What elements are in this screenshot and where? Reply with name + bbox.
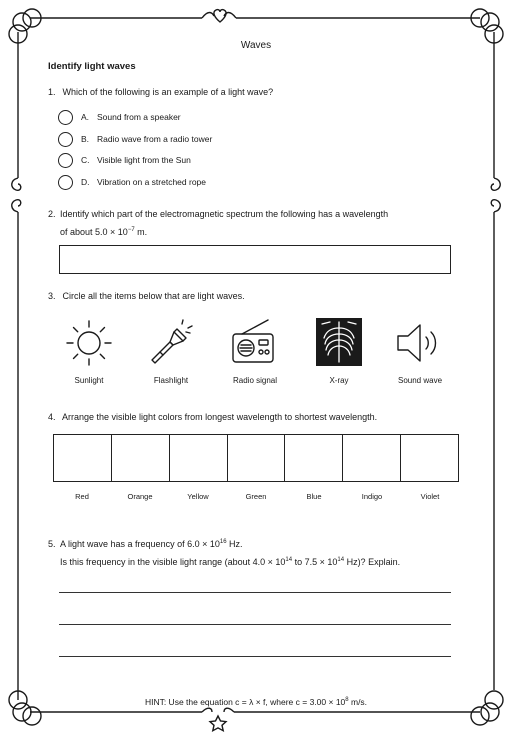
color-label: Blue — [306, 492, 322, 501]
question-5: 5. A light wave has a frequency of $6.0 \times 10^{16}$ Hz. Is this frequency in the visible light range (about $4.0 \times 10^{14}$ to $7.5 \times 10^{14}$ Hz)? Explain. — [48, 539, 401, 567]
color-label: Green — [245, 492, 267, 501]
option-b[interactable]: B. Radio wave from a radio tower — [58, 130, 212, 148]
order-box[interactable] — [54, 435, 112, 481]
color-label: Violet — [420, 492, 440, 501]
option-a[interactable]: A. Sound from a speaker — [58, 108, 181, 126]
xray-icon[interactable] — [314, 316, 364, 368]
question-text: Arrange the visible light colors from longest wavelength to shortest wavelength. — [62, 412, 378, 422]
item-label-flashlight: Flashlight — [153, 376, 189, 385]
radio-icon[interactable] — [230, 318, 280, 368]
flashlight-icon[interactable] — [146, 318, 196, 368]
question-text: Which of the following is an example of a light wave? — [62, 87, 274, 97]
section-title: Identify light waves — [48, 61, 136, 72]
speaker-icon[interactable] — [394, 318, 444, 368]
answer-bubble[interactable] — [58, 132, 73, 147]
order-box[interactable] — [112, 435, 170, 481]
color-label: Indigo — [361, 492, 383, 501]
option-d[interactable]: D. Vibration on a stretched rope — [58, 173, 206, 191]
sun-icon[interactable] — [64, 318, 114, 368]
answer-box[interactable] — [59, 245, 451, 274]
option-text: Sound from a speaker — [97, 112, 181, 122]
question-number: 1. — [48, 87, 56, 97]
question-3: 3. Circle all the items below that are light waves. — [48, 291, 245, 301]
answer-bubble[interactable] — [58, 153, 73, 168]
hint-text: HINT: Use the equation c = λ × f, where $c = 3.00 \times 10^8$ m/s. — [144, 697, 368, 707]
question-text: Circle all the items below that are light waves. — [62, 291, 245, 301]
color-label: Orange — [127, 492, 153, 501]
order-box[interactable] — [228, 435, 286, 481]
order-box[interactable] — [170, 435, 228, 481]
question-1 — [48, 86, 273, 99]
answer-line[interactable] — [59, 592, 451, 593]
order-box[interactable] — [401, 435, 458, 481]
item-label-xray: X-ray — [329, 376, 349, 385]
question-text: Identify which part of the electromagnetic spectrum the following has a wavelength — [60, 209, 389, 219]
option-text: Radio wave from a radio tower — [97, 134, 213, 144]
item-label-radio: Radio signal — [232, 376, 278, 385]
question-2: 2. Identify which part of the electromagnetic spectrum the following has a wavelength of about $5.0 \times 10^{-7}$ m. — [48, 209, 389, 237]
answer-bubble[interactable] — [58, 110, 73, 125]
question-4: 4. Arrange the visible light colors from longest wavelength to shortest wavelength. — [48, 412, 378, 422]
item-label-sunlight: Sunlight — [74, 376, 104, 385]
option-text: Visible light from the Sun — [97, 155, 191, 165]
option-c[interactable]: C. Visible light from the Sun — [58, 151, 191, 169]
answer-bubble[interactable] — [58, 175, 73, 190]
option-text: Vibration on a stretched rope — [97, 177, 206, 187]
answer-line[interactable] — [59, 624, 451, 625]
page-title: Waves — [240, 40, 272, 51]
item-label-sound: Sound wave — [397, 376, 443, 385]
order-box[interactable] — [343, 435, 401, 481]
answer-line[interactable] — [59, 656, 451, 657]
order-box[interactable] — [285, 435, 343, 481]
color-label: Yellow — [187, 492, 209, 501]
color-order-boxes — [53, 434, 459, 482]
color-label: Red — [75, 492, 89, 501]
